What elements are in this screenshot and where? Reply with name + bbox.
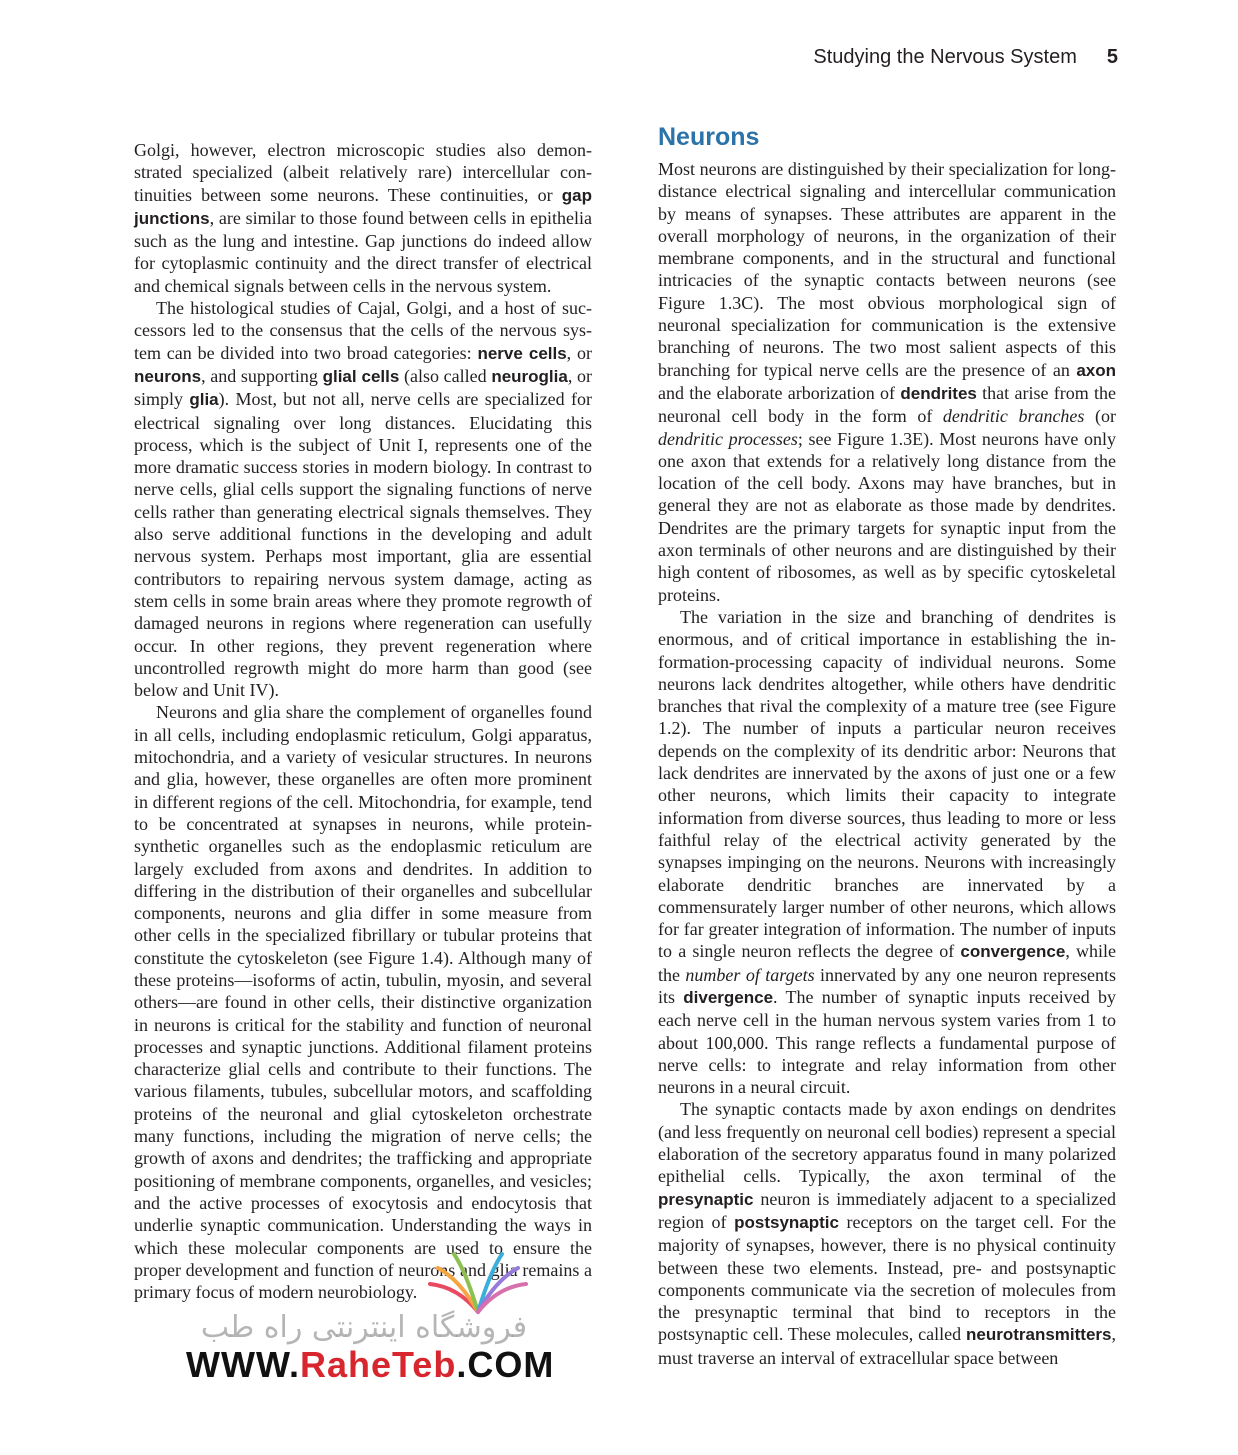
key-term: dendrites (900, 383, 977, 403)
key-term: gap junctions (134, 185, 592, 228)
watermark-url-suffix: .COM (456, 1344, 555, 1385)
paragraph: Neurons and glia share the complement of organelles found in all cells, including endoplasmic reticulum, Golgi apparatus, mitochondria, and a variety of vesicular structures. In neurons and glia, however, these organelles are often more prominent in different regions of the cell. Mitochondria, for example, tend to be concentrated at synapses in neurons, while protein-synthetic organelles such as the endoplasmic reticulum are largely excluded from axons and dendrites. In addition to differing in the distribution of their organelles and subcellular components, neurons and glia differ in some measure from other cells in the specialized fibrillary or tubular proteins that constitute the cytoskeleton (see Figure 1.4). Although many of these proteins—isoforms of actin, tubulin, myosin, and several others—are found in other cells, their distinctive organization in neurons is critical for the stability and function of neuronal processes and synaptic junctions. Additional filament proteins characterize glial cells and contribute to their functions. The various filaments, tubules, subcellular motors, and scaffolding proteins of the neuronal and glial cytoskeleton orchestrate many functions, including the migration of nerve cells; the growth of axons and dendrites; the trafficking and appropriate positioning of membrane components, organelles, and vesicles; and the active processes of exocytosis and endocytosis that underlie synaptic communication. Understanding the ways in which these molecular components are used to ensure the proper development and function of neurons and glia remains a primary focus of modern neurobiology. (134, 702, 592, 1303)
key-term: divergence (683, 987, 774, 1007)
watermark-url-prefix: WWW. (186, 1344, 300, 1385)
paragraph: The histological studies of Cajal, Golgi, and a host of successors led to the consensus that the cells of the nervous system can be divided into two broad categories: nerve cells, or neurons, and supporting glial cells (also called neuroglia, or simply glia). Most, but not all, nerve cells are specialized for electrical signaling over long distances. Elucidating this process, which is the subject of Unit I, represents one of the more dramatic success stories in modern biology. In contrast to nerve cells, glial cells support the signaling functions of nerve cells rather than generating electrical signals themselves. They also serve additional functions in the developing and adult nervous system. Perhaps most important, glia are essential contributors to repairing nervous system damage, acting as stem cells in some brain areas where they promote regrowth of damaged neurons in regions where regeneration can usefully occur. In other regions, they prevent regeneration where uncontrolled regrowth might do more harm than good (see below and Unit IV). (134, 298, 592, 701)
paragraph: The synaptic contacts made by axon endings on dendrites (and less frequently on neuronal cell bodies) represent a special elaboration of the secretory apparatus found in many polarized epithelial cells. Typically, the axon terminal of the presynaptic neuron is immediately adjacent to a specialized region of postsynaptic receptors on the target cell. For the majority of synapses, however, there is no physical continuity between these two elements. Instead, pre- and postsynaptic components communicate via the secretion of molecules from the presynaptic terminal that bind to receptors in the postsynaptic cell. These molecules, called neurotransmitters, must traverse an interval of extracellular space between (658, 1099, 1116, 1368)
paragraph: The variation in the size and branching of dendrites is enormous, and of critical importance in establishing the information-processing capacity of individual neurons. Some neurons lack dendrites altogether, while others have dendritic branches that rival the complexity of a mature tree (see Figure 1.2). The number of inputs a particular neuron receives depends on the complexity of its dendritic arbor: Neurons that lack dendrites are innervated by the axons of just one or a few other neurons, which limits their capacity to integrate information from diverse sources, thus leading to more or less faithful relay of the electrical activity generated by the synapses impinging on the neurons. Neurons with increasingly elaborate dendritic branches are innervated by a commensurately larger number of other neurons, which allows for far greater integration of information. The number of inputs to a single neuron reflects the degree of convergence, while the number of targets innervated by any one neuron represents its divergence. The number of synaptic inputs received by each nerve cell in the human nervous system varies from 1 to about 100,000. This range reflects a fundamental purpose of nerve cells: to integrate and relay information from other neurons in a neural circuit. (658, 606, 1116, 1098)
watermark-url (186, 1344, 554, 1386)
key-term: neuroglia (491, 366, 568, 386)
italic-term: dendritic processes (658, 428, 798, 449)
key-term: glial cells (322, 366, 400, 386)
paragraph: Golgi, however, electron microscopic studies also demonstrated specialized (albeit relatively rare) intercellular continuities between some neurons. These continuities, or gap junctions, are similar to those found between cells in epithelia such as the lung and intestine. Gap junctions do indeed allow for cytoplasmic continuity and the direct transfer of electrical and chemical signals between cells in the nervous system. (134, 140, 592, 296)
running-head-title: Studying the Nervous System (813, 46, 1077, 68)
key-term: glia (189, 390, 219, 410)
key-term: neurons (134, 366, 202, 386)
watermark-url-brand: RaheTeb (299, 1344, 457, 1385)
right-column (658, 122, 1116, 1369)
key-term: convergence (960, 942, 1066, 962)
paragraph: Most neurons are distinguished by their specialization for long-distance electrical signaling and intercellular communication by means of synapses. These attributes are apparent in the overall morphology of neurons, in the organization of their membrane components, and in the structural and functional intricacies of the synaptic contacts between neurons (see Figure 1.3C). The most obvious morphological sign of neuronal specialization for communication is the extensive branching of neurons. The two most salient aspects of this branching for typical nerve cells are the presence of an axon and the elaborate arborization of dendrites that arise from the neuronal cell body in the form of dendritic branches (or dendritic processes; see Figure 1.3E). Most neurons have only one axon that extends for a relatively long distance from the location of the cell body. Axons may have branches, but in general they are not as elaborate as those made by dendrites. Dendrites are the primary targets for synaptic input from the axon terminals of other neurons and are distinguished by their high content of ribosomes, as well as by specific cytoskeletal proteins. (658, 159, 1117, 605)
key-term: nerve cells (477, 343, 567, 363)
key-term: neurotransmitters (966, 1325, 1112, 1345)
section-heading: Neurons (658, 123, 760, 151)
italic-term: number of targets (685, 964, 815, 985)
italic-term: dendritic branches (942, 406, 1085, 427)
key-term: axon (1076, 360, 1116, 380)
watermark-persian-text: فروشگاه اینترنتی راه طب (200, 1310, 528, 1345)
left-column (134, 139, 592, 1303)
running-head (700, 46, 1118, 69)
page-number: 5 (1106, 46, 1118, 68)
key-term: postsynaptic (734, 1212, 839, 1232)
key-term: presynaptic (658, 1189, 754, 1209)
